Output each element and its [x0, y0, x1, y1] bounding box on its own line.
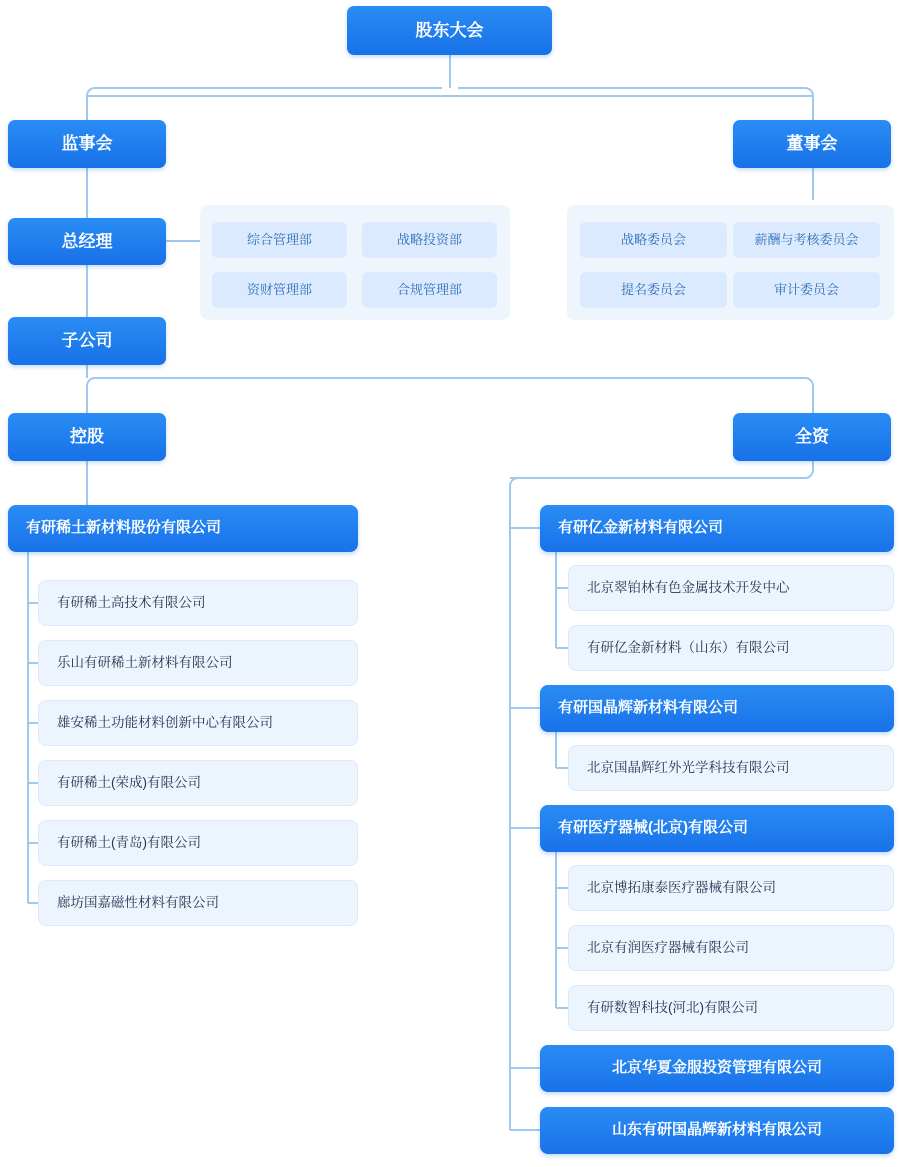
gm-dept-2[interactable]: 资财管理部: [212, 272, 347, 308]
wholly-head-3[interactable]: 北京华夏金服投资管理有限公司: [540, 1045, 894, 1092]
wholly-2-child-2[interactable]: 有研数智科技(河北)有限公司: [568, 985, 894, 1031]
node-board-of-directors[interactable]: 董事会: [733, 120, 891, 168]
gm-dept-1[interactable]: 战略投资部: [362, 222, 497, 258]
wholly-head-0[interactable]: 有研亿金新材料有限公司: [540, 505, 894, 552]
wholly-0-child-0[interactable]: 北京翠铂林有色金属技术开发中心: [568, 565, 894, 611]
holding-child-3[interactable]: 有研稀土(荣成)有限公司: [38, 760, 358, 806]
holding-child-1[interactable]: 乐山有研稀土新材料有限公司: [38, 640, 358, 686]
committee-2[interactable]: 提名委员会: [580, 272, 727, 308]
node-supervisory-board[interactable]: 监事会: [8, 120, 166, 168]
wholly-1-child-0[interactable]: 北京国晶辉红外光学科技有限公司: [568, 745, 894, 791]
wholly-head-4[interactable]: 山东有研国晶辉新材料有限公司: [540, 1107, 894, 1154]
wholly-0-child-1[interactable]: 有研亿金新材料（山东）有限公司: [568, 625, 894, 671]
committee-0[interactable]: 战略委员会: [580, 222, 727, 258]
node-subsidiary[interactable]: 子公司: [8, 317, 166, 365]
committee-3[interactable]: 审计委员会: [733, 272, 880, 308]
gm-dept-0[interactable]: 综合管理部: [212, 222, 347, 258]
wholly-head-2[interactable]: 有研医疗器械(北京)有限公司: [540, 805, 894, 852]
wholly-2-child-0[interactable]: 北京博拓康泰医疗器械有限公司: [568, 865, 894, 911]
wholly-head-1[interactable]: 有研国晶辉新材料有限公司: [540, 685, 894, 732]
holding-child-4[interactable]: 有研稀土(青岛)有限公司: [38, 820, 358, 866]
holding-child-2[interactable]: 雄安稀土功能材料创新中心有限公司: [38, 700, 358, 746]
node-general-manager[interactable]: 总经理: [8, 218, 166, 265]
gm-dept-3[interactable]: 合规管理部: [362, 272, 497, 308]
holding-child-0[interactable]: 有研稀土高技术有限公司: [38, 580, 358, 626]
node-wholly-owned[interactable]: 全资: [733, 413, 891, 461]
wholly-2-child-1[interactable]: 北京有润医疗器械有限公司: [568, 925, 894, 971]
node-holding[interactable]: 控股: [8, 413, 166, 461]
committee-1[interactable]: 薪酬与考核委员会: [733, 222, 880, 258]
node-shareholders-meeting[interactable]: 股东大会: [347, 6, 552, 55]
holding-child-5[interactable]: 廊坊国嘉磁性材料有限公司: [38, 880, 358, 926]
holding-head-company[interactable]: 有研稀土新材料股份有限公司: [8, 505, 358, 552]
